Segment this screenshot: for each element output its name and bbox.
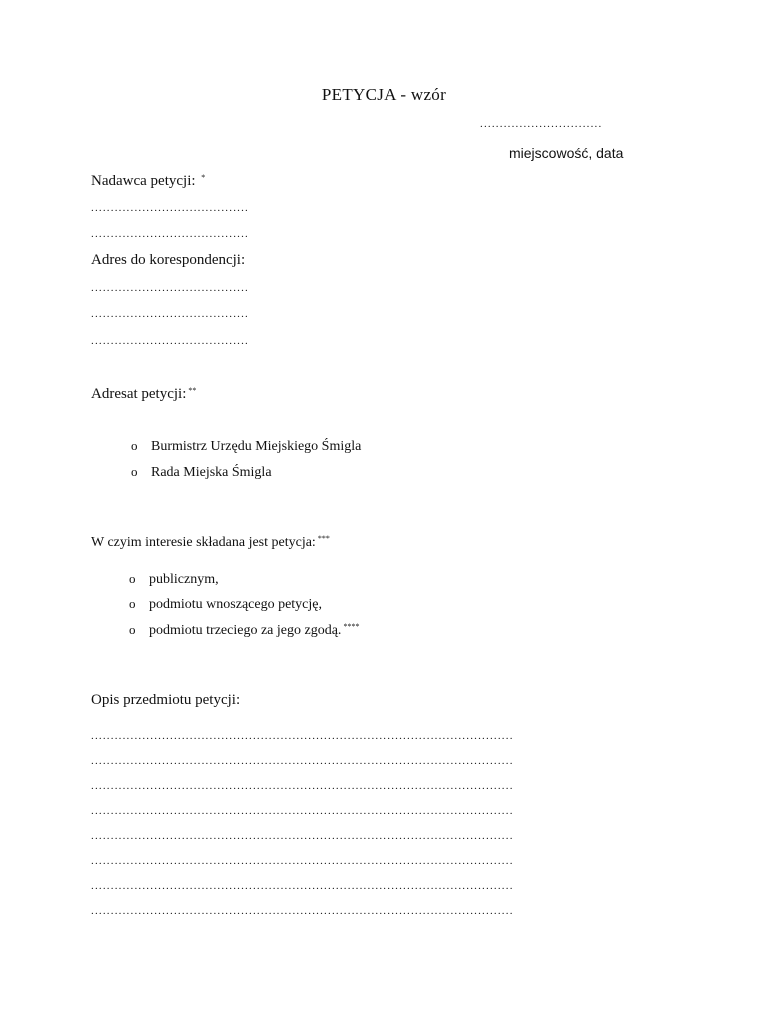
interest-option-third-party [129,622,359,639]
correspondence-line-2: ........................................ [91,308,249,320]
sender-line-1: ........................................ [91,202,249,214]
sender-label-row [91,173,205,190]
addressee-label: Adresat petycji: [91,386,187,402]
interest-label: W czyim interesie składana jest petycja: [91,535,316,550]
bullet-icon: o [131,438,138,453]
third-party-footnote-mark: **** [343,622,360,631]
sender-footnote-mark: * [201,173,206,182]
description-line-7: ........................................................................................................... [91,880,514,892]
description-line-5: ........................................................................................................... [91,830,514,842]
interest-option-public [129,571,219,588]
correspondence-label: Adres do korespondencji: [91,252,246,268]
bullet-icon: o [129,622,136,637]
description-line-1: ........................................................................................................... [91,730,514,742]
addressee-option-mayor [131,438,361,455]
bullet-icon: o [129,571,136,586]
interest-footnote-mark: *** [317,534,330,543]
description-line-4: ........................................................................................................... [91,805,514,817]
interest-option-label: publicznym, [149,572,219,587]
addressee-footnote-mark: ** [188,386,197,395]
interest-option-label: podmiotu trzeciego za jego zgodą. [149,623,342,638]
sender-line-2: ........................................ [91,228,249,240]
place-date-label: miejscowość, data [509,145,624,161]
bullet-icon: o [129,596,136,611]
correspondence-line-3: ........................................ [91,335,249,347]
document-title: PETYCJA - wzór [321,85,447,104]
bullet-icon: o [131,464,138,479]
sender-label: Nadawca petycji: [91,173,196,189]
interest-label-row [91,535,330,551]
description-line-2: ........................................................................................................... [91,755,514,767]
addressee-label-row [91,386,196,403]
interest-option-submitter [129,596,322,613]
addressee-option-label: Burmistrz Urzędu Miejskiego Śmigla [151,439,362,454]
description-label: Opis przedmiotu petycji: [91,692,241,708]
interest-option-label: podmiotu wnoszącego petycję, [149,597,323,612]
description-line-3: ........................................................................................................... [91,780,514,792]
description-line-8: ........................................................................................................... [91,905,514,917]
addressee-option-council [131,464,272,481]
addressee-option-label: Rada Miejska Śmigla [151,465,272,480]
place-date-line: ............................... [480,118,603,130]
description-line-6: ........................................................................................................... [91,855,514,867]
correspondence-line-1: ........................................ [91,282,249,294]
